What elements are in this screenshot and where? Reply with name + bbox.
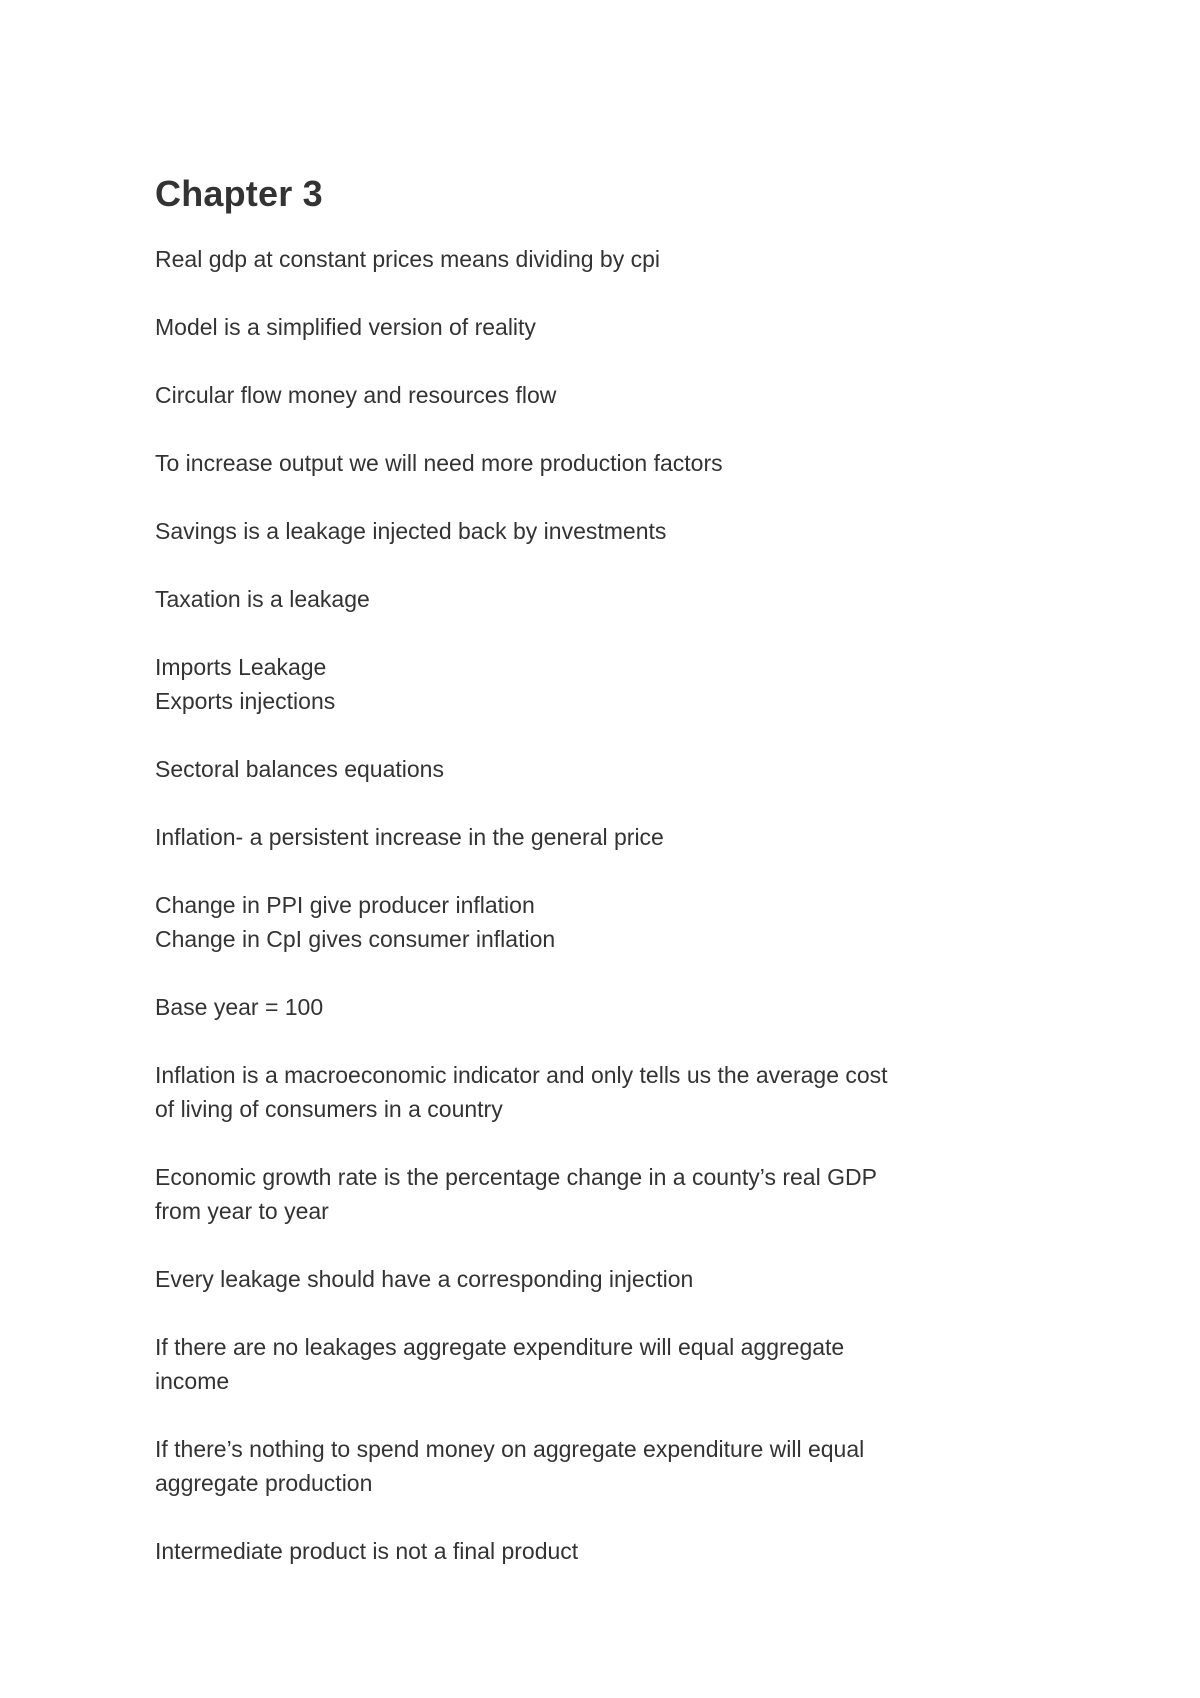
note-paragraph [155,1534,1055,1568]
document-page [155,168,1055,1602]
page-title: Chapter 3 [155,173,323,214]
note-line: To increase output we will need more production factors [155,450,723,476]
note-paragraph [155,242,1055,276]
note-line: aggregate production [155,1470,373,1496]
note-line: Sectoral balances equations [155,756,444,782]
note-line: Model is a simplified version of reality [155,314,536,340]
note-line: Inflation is a macroeconomic indicator and only tells us the average cost [155,1062,888,1088]
note-paragraph [155,752,1055,786]
note-paragraph [155,990,1055,1024]
note-line: Taxation is a leakage [155,586,370,612]
note-line: from year to year [155,1198,329,1224]
note-paragraph [155,378,1055,412]
note-paragraph [155,582,1055,616]
note-line: of living of consumers in a country [155,1096,503,1122]
note-line: If there are no leakages aggregate expenditure will equal aggregate [155,1334,845,1360]
note-line: Real gdp at constant prices means dividing by cpi [155,246,661,272]
note-line: Circular flow money and resources flow [155,382,557,408]
note-paragraph [155,888,1055,956]
note-line: Imports Leakage [155,654,327,680]
note-line: Change in PPI give producer inflation [155,892,535,918]
note-paragraph [155,1330,1055,1398]
note-line: Inflation- a persistent increase in the general price [155,824,664,850]
note-paragraph [155,1432,1055,1500]
note-paragraph [155,1058,1055,1126]
note-line: Savings is a leakage injected back by investments [155,518,667,544]
note-line: Exports injections [155,688,336,714]
note-line: If there’s nothing to spend money on aggregate expenditure will equal [155,1436,865,1462]
note-paragraph [155,1160,1055,1228]
note-line: income [155,1368,230,1394]
note-paragraph [155,514,1055,548]
note-line: Change in CpI gives consumer inflation [155,926,556,952]
note-line: Intermediate product is not a final product [155,1538,579,1564]
note-line: Every leakage should have a corresponding injection [155,1266,694,1292]
note-paragraph [155,446,1055,480]
note-paragraph [155,820,1055,854]
note-line: Economic growth rate is the percentage change in a county’s real GDP [155,1164,877,1190]
note-paragraph [155,1262,1055,1296]
note-line: Base year = 100 [155,994,324,1020]
note-paragraph [155,310,1055,344]
note-paragraph [155,650,1055,718]
